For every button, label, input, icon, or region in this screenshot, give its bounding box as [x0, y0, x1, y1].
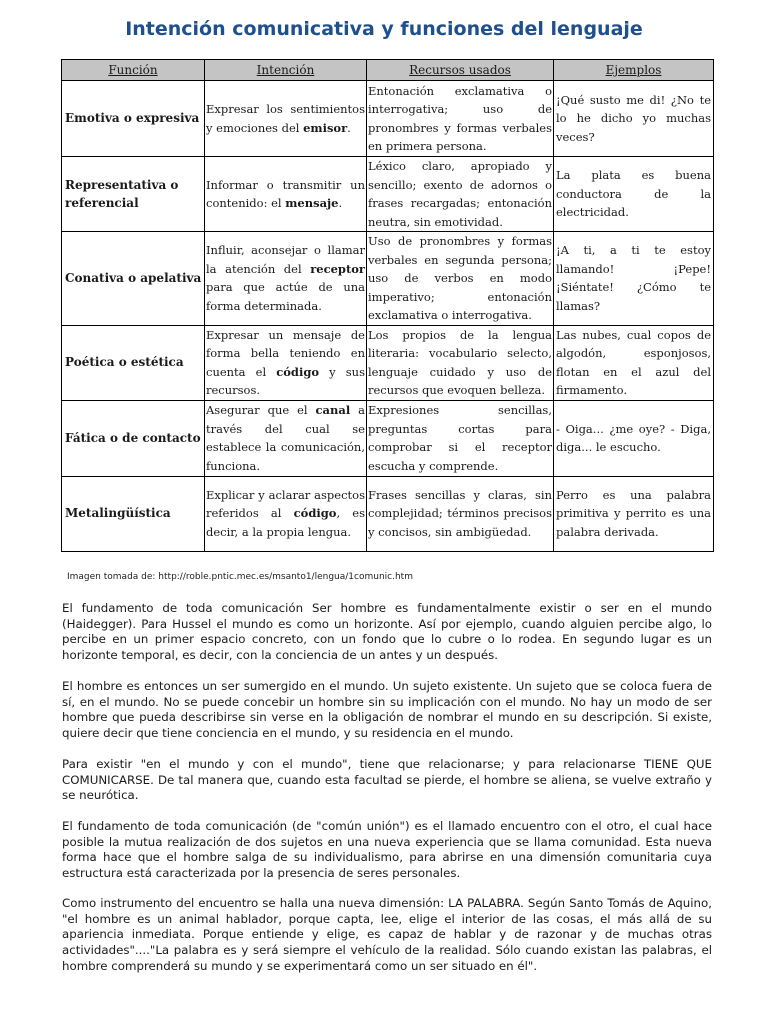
- cell-recursos: Los propios de la lengua literaria: vocabulario selecto, lenguaje cuidado y uso de recursos que evoquen belleza.: [367, 325, 554, 400]
- cell-funcion: Metalingüística: [62, 476, 205, 551]
- intencion-text: .: [347, 120, 351, 135]
- intencion-text: Influir, aconsejar o llamar la atención del: [206, 243, 365, 276]
- intencion-text: Informar o transmitir un contenido: el: [206, 177, 365, 210]
- header-funcion: Función: [62, 60, 205, 81]
- table-header-row: [62, 60, 714, 81]
- intencion-key: receptor: [310, 261, 365, 276]
- cell-ejemplos: - Oiga... ¿me oye? - Diga, diga... le escucho.: [554, 400, 714, 476]
- body-paragraph: Como instrumento del encuentro se halla una nueva dimensión: LA PALABRA. Según Santo Tomás de Aquino, "el hombre es un animal hablador, porque capta, lee, elige el interior de las cosas, el más allá de su apariencia inmediata. Porque entiende y elige, es capaz de hablar y de razonar y de muchas otras actividades"...."La palabra es y será siempre el vehículo de la realidad. Sólo cuando existan las palabras, el hombre comprenderá su mundo y se experimentará como un ser situado en él".: [62, 896, 712, 973]
- cell-funcion: Fática o de contacto: [62, 400, 205, 476]
- table-row: [62, 325, 714, 400]
- intencion-text: Expresar los sentimientos y emociones del: [206, 102, 365, 135]
- cell-ejemplos: Las nubes, cual copos de algodón, esponjosos, flotan en el azul del firmamento.: [554, 325, 714, 400]
- table-row: [62, 81, 714, 157]
- cell-funcion: Poética o estética: [62, 325, 205, 400]
- intencion-text: y sus recursos.: [206, 364, 365, 397]
- cell-ejemplos: ¡A ti, a ti te estoy llamando! ¡Pepe! ¡Siéntate! ¿Cómo te llamas?: [554, 232, 714, 326]
- table-row: [62, 400, 714, 476]
- body-paragraph: Para existir "en el mundo y con el mundo", tiene que relacionarse; y para relacionarse TIENE QUE COMUNICARSE. De tal manera que, cuando esta facultad se pierde, el hombre se aliena, se vuelve extraño y se neurótica.: [62, 757, 712, 803]
- image-source-caption: Imagen tomada de: http://roble.pntic.mec.es/msanto1/lengua/1comunic.htm: [67, 572, 413, 582]
- header-intencion: Intención: [205, 60, 367, 81]
- cell-intencion: [205, 400, 367, 476]
- cell-funcion: Representativa o referencial: [62, 157, 205, 232]
- table-row: [62, 476, 714, 551]
- intencion-text: .: [338, 196, 343, 210]
- header-ejemplos: Ejemplos: [554, 60, 714, 81]
- cell-ejemplos: ¡Qué susto me di! ¿No te lo he dicho yo muchas veces?: [554, 81, 714, 157]
- intencion-key: código: [293, 506, 337, 521]
- cell-intencion: [205, 157, 367, 232]
- intencion-text: Expresar un mensaje de forma bella teniendo en cuenta el: [206, 327, 365, 379]
- intencion-text: para que actúe de una forma determinada.: [206, 280, 365, 313]
- intencion-text: Asegurar que el: [206, 403, 316, 417]
- cell-recursos: Expresiones sencillas, preguntas cortas para comprobar si el receptor escucha y comprende.: [367, 400, 554, 476]
- cell-recursos: Frases sencillas y claras, sin complejidad; términos precisos y concisos, sin ambigüedad.: [367, 476, 554, 551]
- intencion-key: emisor: [303, 120, 348, 135]
- cell-intencion: [205, 232, 367, 326]
- cell-recursos: Uso de pronombres y formas verbales en segunda persona; uso de verbos en modo imperativo; entonación exclamativa o interrogativa.: [367, 232, 554, 326]
- intencion-text: Explicar y aclarar aspectos referidos al: [206, 487, 365, 521]
- body-paragraph: El fundamento de toda comunicación Ser hombre es fundamentalmente existir o ser en el mundo (Haidegger). Para Hussel el mundo es como un horizonte. Así por ejemplo, cuando alguien percibe algo, lo percibe en un primer espacio concreto, con un fondo que lo cubre o lo rodea. En segundo lugar es un horizonte temporal, es decir, con la conciencia de un antes y un después.: [62, 601, 712, 663]
- cell-intencion: [205, 81, 367, 157]
- intencion-text: , es decir, a la propia lengua.: [206, 506, 365, 539]
- intencion-text: a través del cual se establece la comunicación, funciona.: [206, 403, 365, 473]
- functions-table: [61, 59, 714, 552]
- cell-intencion: [205, 476, 367, 551]
- header-recursos: Recursos usados: [367, 60, 554, 81]
- page-title: Intención comunicativa y funciones del lenguaje: [125, 18, 643, 40]
- intencion-key: código: [276, 364, 320, 379]
- body-paragraph: El hombre es entonces un ser sumergido en el mundo. Un sujeto existente. Un sujeto que se coloca fuera de sí, en el mundo. No se puede concebir un hombre sin su implicación con el mundo. No hay un modo de ser hombre que pueda describirse sin verse en la obligación de nombrar el mundo en su descripción. Si existe, quiere decir que tiene conciencia en el mundo, y su residencia en el mundo.: [62, 679, 712, 741]
- body-paragraph: El fundamento de toda comunicación (de "común unión") es el llamado encuentro con el otro, el cual hace posible la mutua realización de dos sujetos en una nueva experiencia que se llama comunidad. Esta nueva forma hace que el hombre salga de su individualismo, para abrirse en una dimensión comunitaria cuya estructura está caracterizada por la presencia de seres personales.: [62, 819, 712, 881]
- cell-recursos: Léxico claro, apropiado y sencillo; exento de adornos o frases recargadas; entonación neutra, sin emotividad.: [367, 157, 554, 232]
- cell-funcion: Conativa o apelativa: [62, 232, 205, 326]
- cell-intencion: [205, 325, 367, 400]
- cell-recursos: Entonación exclamativa o interrogativa; uso de pronombres y formas verbales en primera persona.: [367, 81, 554, 157]
- cell-ejemplos: Perro es una palabra primitiva y perrito es una palabra derivada.: [554, 476, 714, 551]
- cell-funcion: Emotiva o expresiva: [62, 81, 205, 157]
- table-row: [62, 232, 714, 326]
- table-row: [62, 157, 714, 232]
- cell-ejemplos: La plata es buena conductora de la electricidad.: [554, 157, 714, 232]
- intencion-key: mensaje: [285, 196, 339, 210]
- intencion-key: canal: [315, 403, 351, 417]
